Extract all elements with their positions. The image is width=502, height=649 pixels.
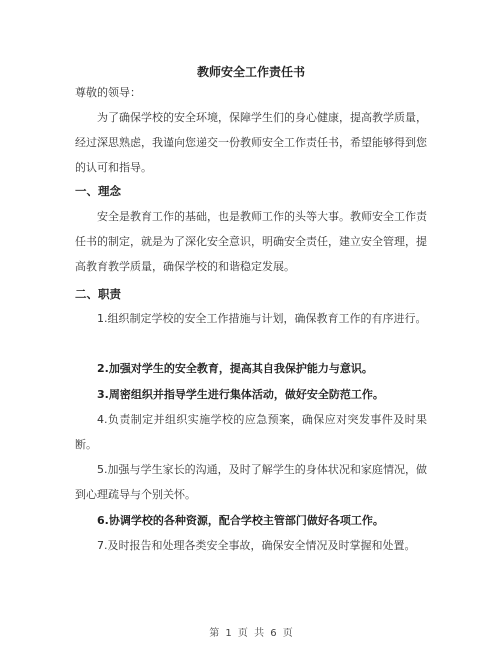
duty-item: 3.周密组织并指导学生进行集体活动，做好安全防范工作。 (97, 388, 384, 401)
duty-item: 7.及时报告和处理各类安全事故，确保安全情况及时掌握和处置。 (97, 539, 416, 552)
duty-item: 2.加强对学生的安全教育，提高其自我保护能力与意识。 (97, 362, 373, 375)
salutation: 尊敬的领导： (75, 86, 141, 99)
section-heading-duties: 二、职责 (75, 287, 121, 301)
duty-item: 1.组织制定学校的安全工作措施与计划，确保教育工作的有序进行。 (97, 312, 427, 325)
duty-item: 5.加强与学生家长的沟通，及时了解学生的身体状况和家庭情况，做到心理疏导与个别关怀。 (75, 463, 427, 501)
principle-paragraph: 安全是教育工作的基础，也是教师工作的头等大事。教师安全工作责任书的制定，就是为了深化安全意识，明确安全责任，建立安全管理，提高教育教学质量，确保学校的和谐稳定发展。 (75, 210, 427, 273)
document-title: 教师安全工作责任书 (196, 65, 305, 79)
duty-item: 4.负责制定并组织实施学校的应急预案，确保应对突发事件及时果断。 (75, 413, 427, 451)
intro-paragraph: 为了确保学校的安全环境，保障学生们的身心健康，提高教学质量，经过深思熟虑，我谨向您递交一份教师安全工作责任书，希望能够得到您的认可和指导。 (75, 111, 427, 174)
page-number: 第 1 页 共 6 页 (209, 628, 293, 639)
section-heading-principle: 一、理念 (75, 184, 121, 198)
duty-item: 6.协调学校的各种资源，配合学校主管部门做好各项工作。 (97, 514, 384, 527)
